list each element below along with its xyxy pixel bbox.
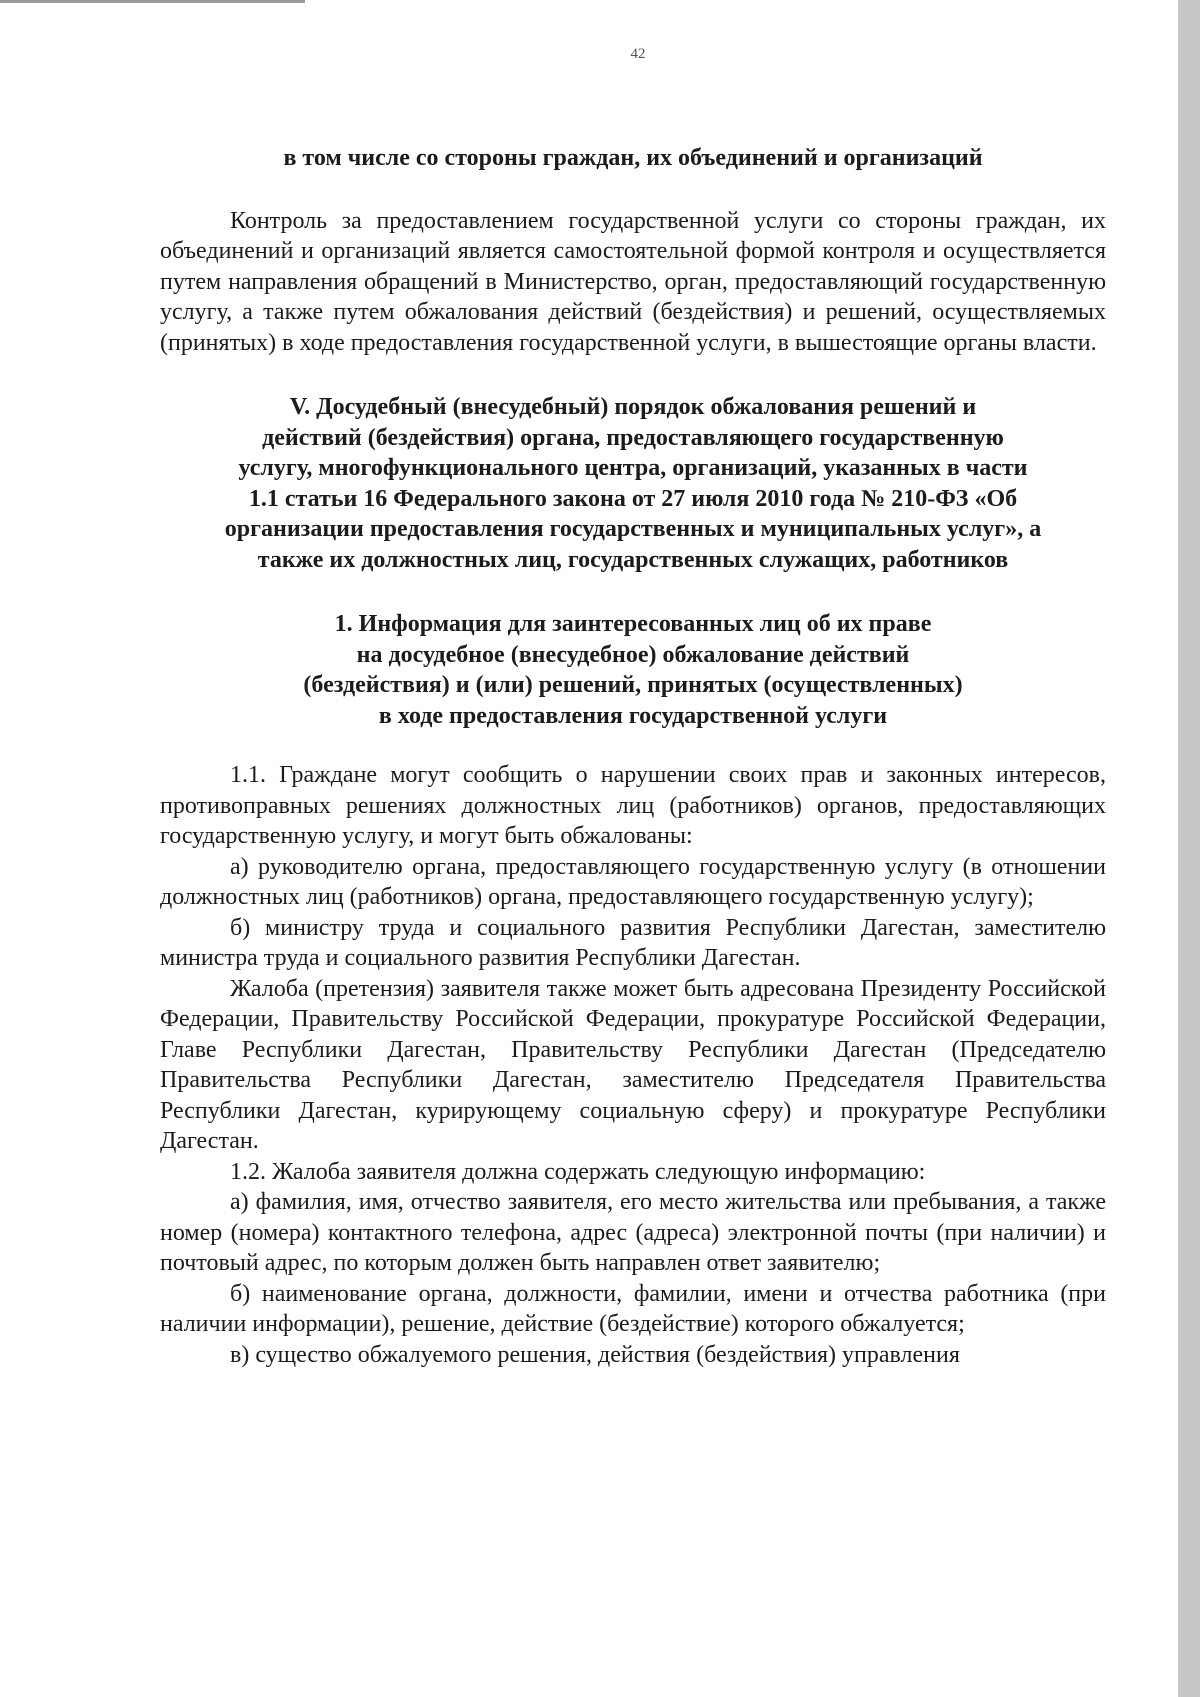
paragraph-1-2-v: в) существо обжалуемого решения, действия (бездействия) управления [230,1341,960,1368]
paragraph-1-1: 1.1. Граждане могут сообщить о нарушении своих прав и законных интересов, противоправных решениях должностных лиц (работников) органов, предоставляющих государственную услугу, и могут быть обжалованы: [160,762,1106,849]
section-v-title-line: V. Досудебный (внесудебный) порядок обжалования решений и [289,394,977,420]
subsection-1-title-line: 1. Информация для заинтересованных лиц об их праве [334,611,932,637]
subsection-1-title-line: на досудебное (внесудебное) обжалование действий [356,641,910,668]
section-v-title-line: также их должностных лиц, государственных служащих, работников [257,546,1009,573]
page-number: 42 [630,46,646,62]
paragraph-1-1-a: а) руководителю органа, предоставляющего государственную услугу (в отношении должностных лиц (работников) органа, предоставляющего государственную услугу); [160,853,1106,910]
page-content [160,44,1106,1370]
intro-paragraph: Контроль за предоставлением государственной услуги со стороны граждан, их объединений и организаций является самостоятельной формой контроля и осуществляется путем направления обращений в Министерство, орган, предоставляющий государственную услугу, а также путем обжалования действий (бездействия) и решений, осуществляемых (принятых) в ходе предоставления государственной услуги, в вышестоящие органы власти. [160,207,1106,356]
paragraph-1-2: 1.2. Жалоба заявителя должна содержать следующую информацию: [230,1158,926,1185]
section-v-title-line: 1.1 статьи 16 Федерального закона от 27 июля 2010 года № 210-ФЗ «Об [248,485,1018,512]
section-v-title [160,392,1106,575]
subsection-1-title-line: (бездействия) и (или) решений, принятых (осуществленных) [303,672,963,698]
section-v-title-line: услугу, многофункционального центра, организаций, указанных в части [238,455,1028,481]
paragraph-1-2-b: б) наименование органа, должности, фамилии, имени и отчества работника (при наличии информации), решение, действие (бездействие) которого обжалуется; [160,1280,1106,1337]
paragraph-1-1-b: б) министру труда и социального развития Республики Дагестан, заместителю министра труда и социального развития Республики Дагестан. [160,914,1106,971]
subsection-1-title [160,609,1106,731]
section-v-title-line: действий (бездействия) органа, предоставляющего государственную [262,424,1004,451]
subsection-1-title-line: в ходе предоставления государственной услуги [378,702,888,729]
scan-right-edge [1178,0,1200,1697]
paragraph-1-2-a: а) фамилия, имя, отчество заявителя, его место жительства или пребывания, а также номер (номера) контактного телефона, адрес (адреса) электронной почты (при наличии) и почтовый адрес, по которым должен быть направлен ответ заявителю; [160,1189,1106,1276]
intro-heading: в том числе со стороны граждан, их объединений и организаций [283,145,983,171]
paragraph-complaint-addressees: Жалоба (претензия) заявителя также может быть адресована Президенту Российской Федерации, Правительству Российской Федерации, прокуратуре Российской Федерации, Главе Республики Дагестан, Правительству Республики Дагестан (Председателю Правительства Республики Дагестан, заместителю Председателя Правительства Республики Дагестан, курирующему социальную сферу) и прокуратуре Республики Дагестан. [160,975,1106,1154]
section-v-title-line: организации предоставления государственных и муниципальных услуг», а [224,516,1042,542]
scan-top-edge [0,0,305,3]
